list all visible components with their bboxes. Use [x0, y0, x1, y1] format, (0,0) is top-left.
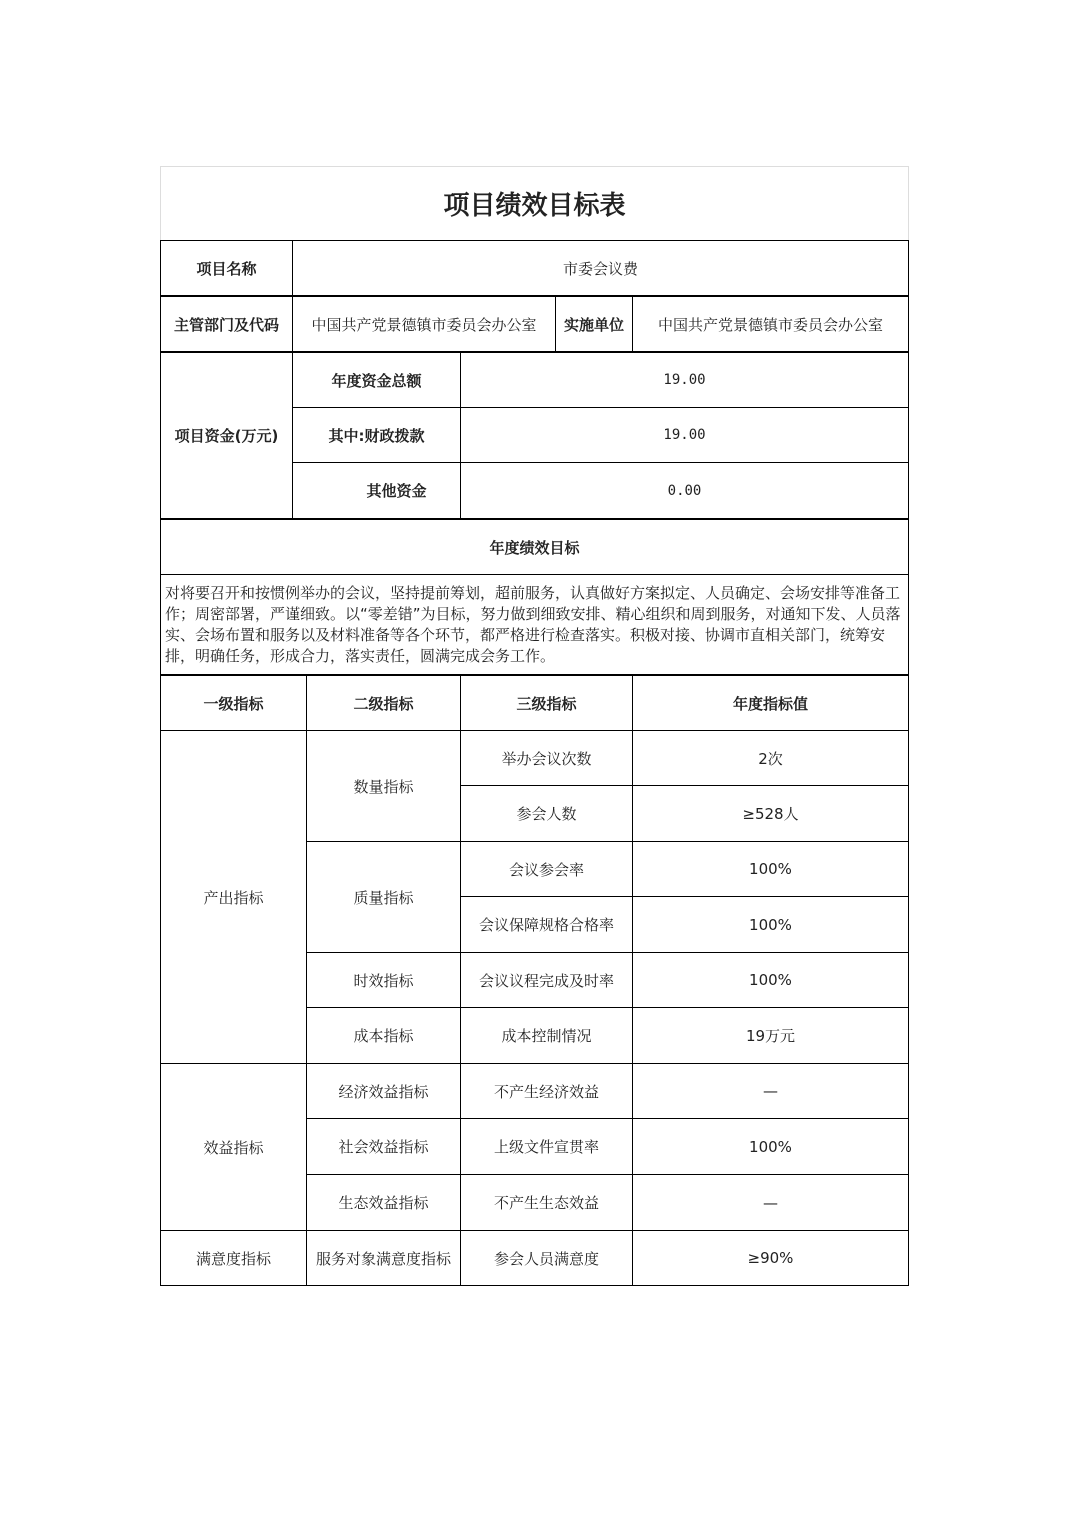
level1-output: 产出指标 [160, 730, 307, 1064]
level2-cell: 服务对象满意度指标 [306, 1230, 461, 1286]
value-cell: 2次 [632, 730, 909, 786]
header-level2: 二级指标 [306, 675, 461, 731]
level3-cell: 不产生经济效益 [460, 1063, 633, 1119]
value-cell: — [632, 1063, 909, 1119]
dept-value: 中国共产党景德镇市委员会办公室 [292, 296, 556, 352]
fund-value: 19.00 [460, 352, 909, 408]
goal-text: 对将要召开和按惯例举办的会议，坚持提前筹划，超前服务，认真做好方案拟定、人员确定、会场安排等准备工作；周密部署，严谨细致。以“零差错”为目标，努力做到细致安排、精心组织和周到服务，对通知下发、人员落实、会场布置和服务以及材料准备等各个环节，都严格进行检查落实。积极对接、协调市直相关部门，统筹安排，明确任务，形成合力，落实责任，圆满完成会务工作。 [160, 574, 909, 675]
value-cell: 100% [632, 896, 909, 953]
header-level3: 三级指标 [460, 675, 633, 731]
project-name: 市委会议费 [292, 240, 909, 296]
funds-label: 项目资金(万元) [160, 352, 293, 519]
level3-cell: 参会人员满意度 [460, 1230, 633, 1286]
header-level1: 一级指标 [160, 675, 307, 731]
level2-cell: 时效指标 [306, 952, 461, 1008]
value-cell: 100% [632, 841, 909, 897]
level2-cell: 社会效益指标 [306, 1118, 461, 1175]
level3-cell: 参会人数 [460, 785, 633, 842]
level3-cell: 会议议程完成及时率 [460, 952, 633, 1008]
level2-cell: 成本指标 [306, 1007, 461, 1064]
level2-cell: 数量指标 [306, 730, 461, 842]
level2-cell: 生态效益指标 [306, 1174, 461, 1231]
level3-cell: 举办会议次数 [460, 730, 633, 786]
value-cell: ≥528人 [632, 785, 909, 842]
fund-label: 年度资金总额 [292, 352, 461, 408]
fund-value: 0.00 [460, 462, 909, 519]
level2-cell: 经济效益指标 [306, 1063, 461, 1119]
fund-label: 其他资金 [292, 462, 461, 519]
level3-cell: 不产生生态效益 [460, 1174, 633, 1231]
level3-cell: 会议保障规格合格率 [460, 896, 633, 953]
fund-value: 19.00 [460, 407, 909, 463]
level3-cell: 成本控制情况 [460, 1007, 633, 1064]
value-cell: ≥90% [632, 1230, 909, 1286]
dept-label: 主管部门及代码 [160, 296, 293, 352]
fund-label: 其中:财政拨款 [292, 407, 461, 463]
header-value: 年度指标值 [632, 675, 909, 731]
level1-benefit: 效益指标 [160, 1063, 307, 1231]
impl-value: 中国共产党景德镇市委员会办公室 [632, 296, 909, 352]
level1-satisfaction: 满意度指标 [160, 1230, 307, 1286]
level2-cell: 质量指标 [306, 841, 461, 953]
value-cell: — [632, 1174, 909, 1231]
level3-cell: 会议参会率 [460, 841, 633, 897]
table-title: 项目绩效目标表 [160, 166, 909, 240]
impl-label: 实施单位 [555, 296, 633, 352]
project-name-label: 项目名称 [160, 240, 293, 296]
value-cell: 100% [632, 1118, 909, 1175]
level3-cell: 上级文件宣贯率 [460, 1118, 633, 1175]
value-cell: 19万元 [632, 1007, 909, 1064]
goal-label: 年度绩效目标 [160, 519, 909, 575]
value-cell: 100% [632, 952, 909, 1008]
